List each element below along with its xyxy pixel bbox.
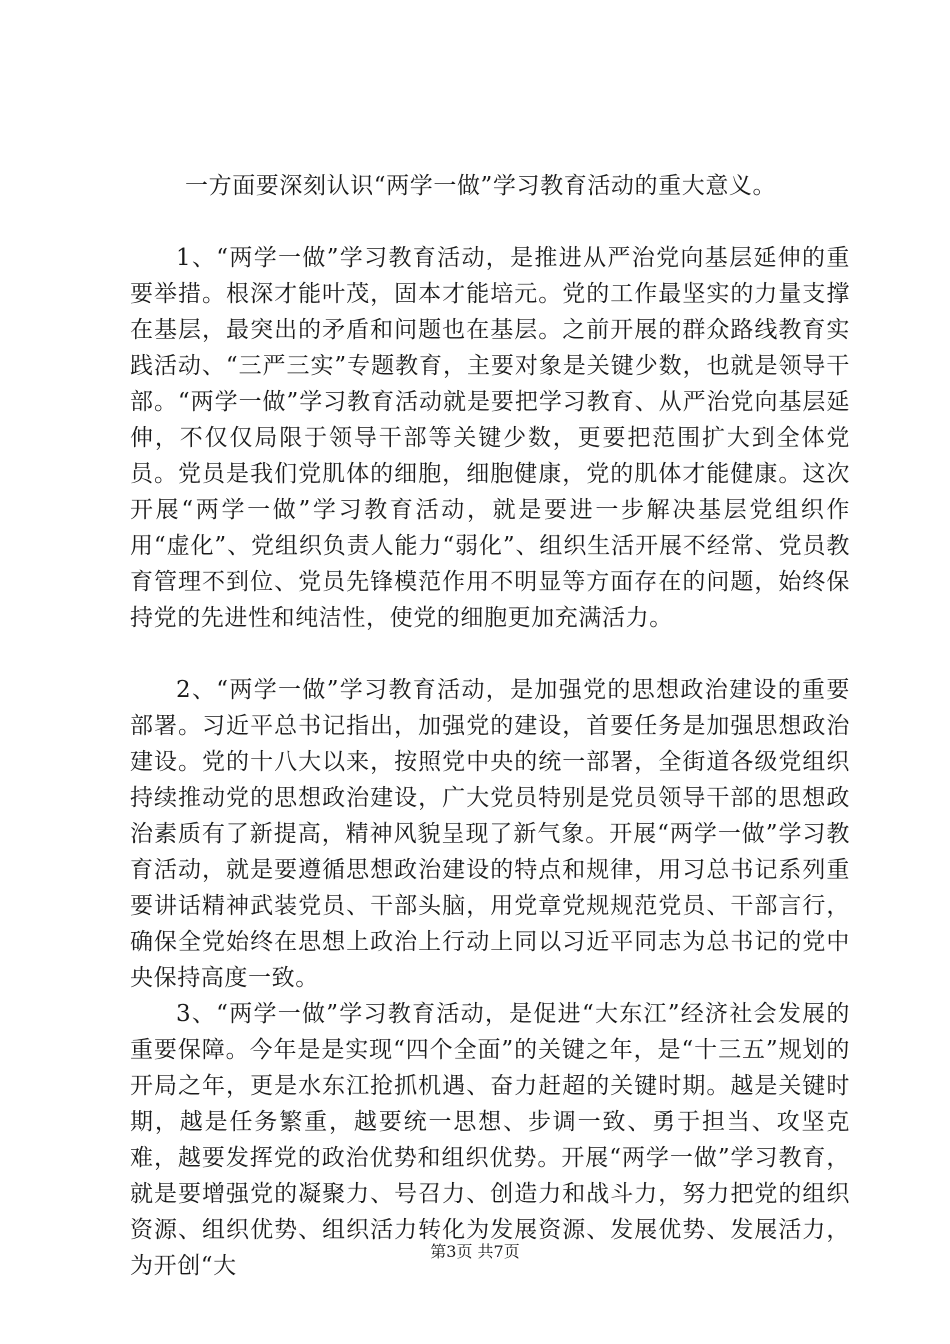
paragraph-1: 1、“两学一做”学习教育活动，是推进从严治党向基层延伸的重要举措。根深才能叶茂，固本才能培元。党的工作最坚实的力量支撑在基层，最突出的矛盾和问题也在基层。之前开展的群众路线教育实践活动、“三严三实”专题教育，主要对象是关键少数，也就是领导干部。“两学一做”学习教育活动就是要把学习教育、从严治党向基层延伸，不仅仅局限于领导干部等关键少数，更要把范围扩大到全体党员。党员是我们党肌体的细胞，细胞健康，党的肌体才能健康。这次开展“两学一做”学习教育活动，就是要进一步解决基层党组织作用“虚化”、党组织负责人能力“弱化”、组织生活开展不经常、党员教育管理不到位、党员先锋模范作用不明显等方面存在的问题，始终保持党的先进性和纯洁性，使党的细胞更加充满活力。	[130, 245, 850, 631]
page-number-footer: 第3页 共7页	[430, 1242, 520, 1261]
paragraph-3: 3、“两学一做”学习教育活动，是促进“大东江”经济社会发展的重要保障。今年是是实现“四个全面”的关键之年，是“十三五”规划的开局之年，更是水东江抢抓机遇、奋力赶超的关键时期。越是关键时期，越是任务繁重，越要统一思想、步调一致、勇于担当、攻坚克难，越要发挥党的政治优势和组织优势。开展“两学一做”学习教育，就是要增强党的凝聚力、号召力、创造力和战斗力，努力把党的组织资源、组织优势、组织活力转化为发展资源、发展优势、发展活力，为开创“大	[130, 1001, 850, 1279]
paragraph-2: 2、“两学一做”学习教育活动，是加强党的思想政治建设的重要部署。习近平总书记指出，加强党的建设，首要任务是加强思想政治建设。党的十八大以来，按照党中央的统一部署，全街道各级党组织持续推动党的思想政治建设，广大党员特别是党员领导干部的思想政治素质有了新提高，精神风貌呈现了新气象。开展“两学一做”学习教育活动，就是要遵循思想政治建设的特点和规律，用习总书记系列重要讲话精神武装党员、干部头脑，用党章党规规范党员、干部言行，确保全党始终在思想上政治上行动上同以习近平同志为总书记的党中央保持高度一致。	[130, 677, 850, 991]
document-body	[130, 168, 850, 1284]
intro-paragraph: 一方面要深刻认识“两学一做”学习教育活动的重大意义。	[185, 173, 777, 199]
